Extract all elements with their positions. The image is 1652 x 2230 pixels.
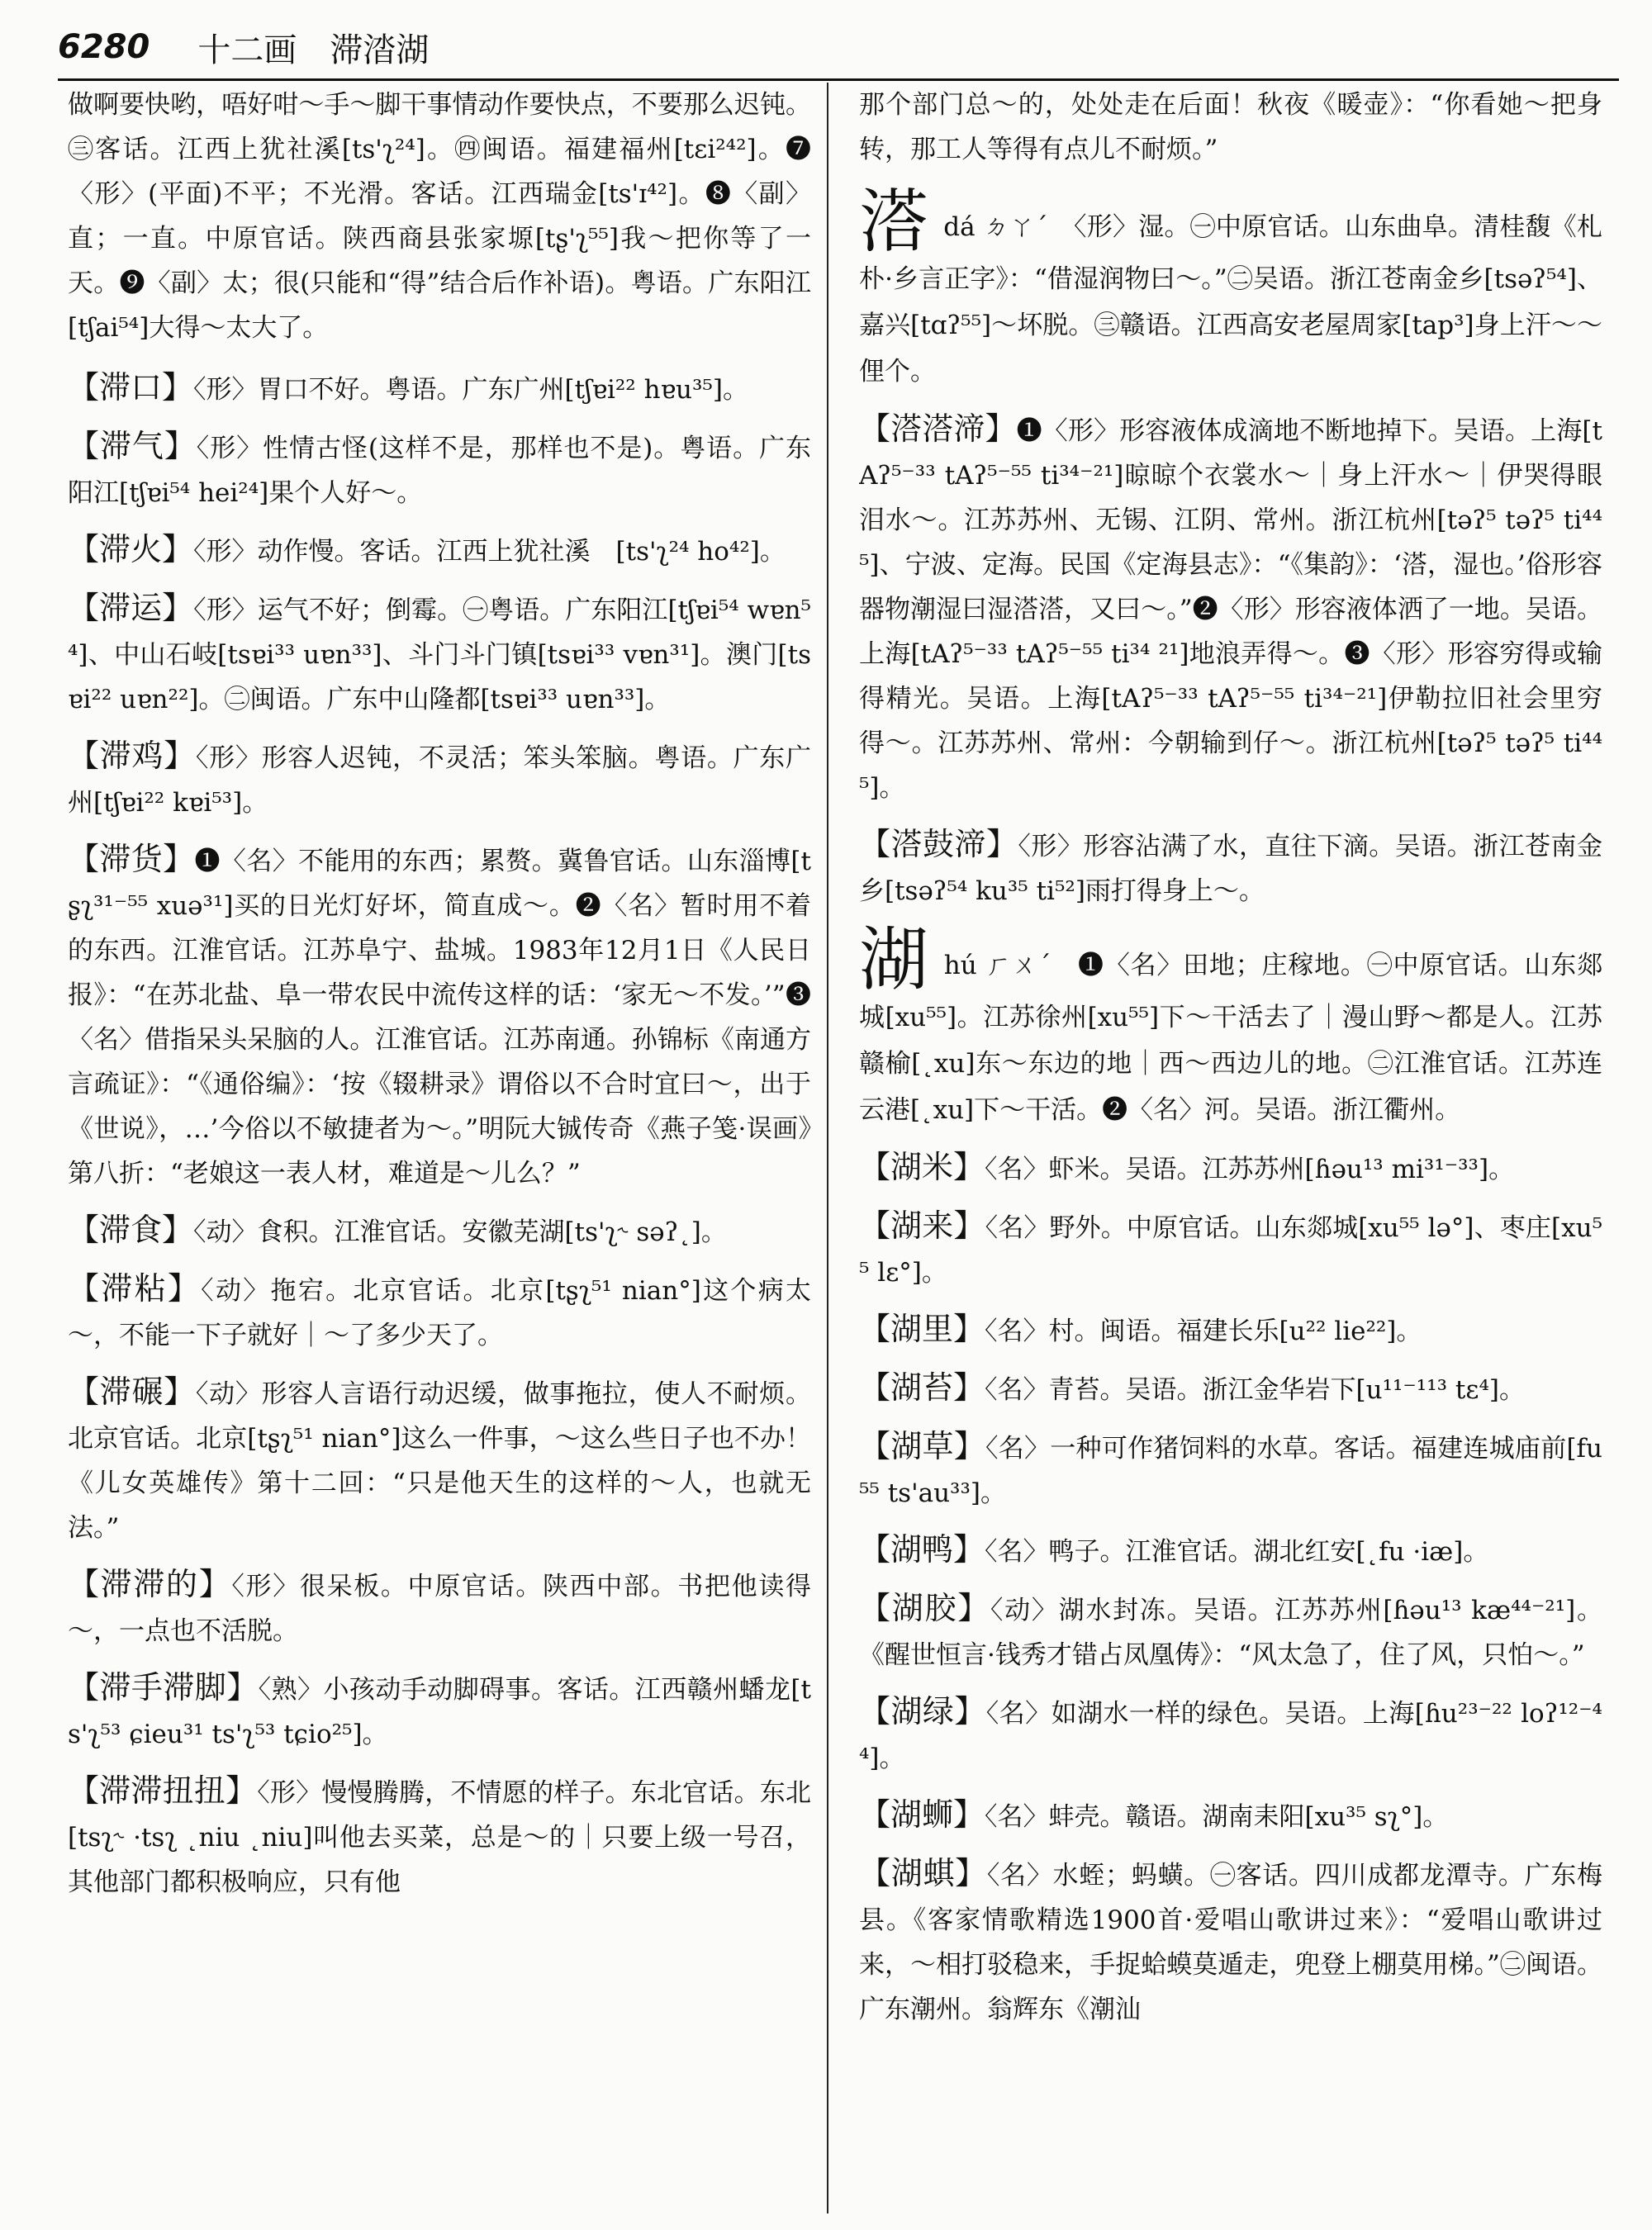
entry-headword: 【湖草】 [859, 1428, 986, 1464]
entry-headword: 【溚鼓渧】 [859, 826, 1018, 862]
entry-text: 做啊要快哟，唔好咁～手～脚干事情动作要快点，不要那么迟钝。㊂客话。江西上犹社溪[ts'ʅ²⁴]。㊃闽语。福建福州[tɛi²⁴²]。❼〈形〉(平面)不平；不光滑。客话。江西瑞金[ts'ɪ⁴²]。❽〈副〉直；一直。中原官话。陕西商县张家塬[tʂ'ʅ⁵⁵]我～把你等了一天。❾〈副〉太；很(只能和“得”结合后作补语)。粤语。广东阳江[tʃai⁵⁴]大得～太大了。 [68, 90, 811, 343]
right-column [859, 83, 1602, 2222]
entry [859, 1527, 1602, 1574]
entry-headword: 【湖绿】 [859, 1693, 986, 1729]
entry-text: 〈名〉野外。中原官话。山东郯城[xu⁵⁵ lə°]、枣庄[xu⁵⁵ lɛ°]。 [859, 1213, 1602, 1288]
entry-text: 〈名〉青苔。吴语。浙江金华岩下[u¹¹⁻¹¹³ tɛ⁴]。 [985, 1375, 1525, 1405]
entry [68, 1266, 811, 1358]
entry-text: 〈形〉运气不好；倒霉。㊀粤语。广东阳江[tʃɐi⁵⁴ wɐn⁵⁴]、中山石岐[tsɐi³³ uɐn³³]、斗门斗门镇[tsɐi³³ vɐn³¹]。澳门[tsɐi²² uɐn²²]。㊁闽语。广东中山隆都[tsɐi³³ uɐn³³]。 [68, 595, 811, 714]
entry-text: 那个部门总～的，处处走在后面！秋夜《暖壶》：“你看她～把身转，那工人等得有点儿不耐烦。” [859, 90, 1602, 164]
entry [68, 733, 811, 825]
entry [859, 1145, 1602, 1192]
page-number: 6280 [58, 28, 150, 66]
entry-headword: 【湖蛳】 [859, 1796, 985, 1833]
entry-headword: 【滞粘】 [68, 1270, 202, 1307]
entry-text: 〈形〉动作慢。客话。江西上犹社溪 [ts'ʅ²⁴ ho⁴²]。 [193, 537, 786, 567]
entry-text: 〈形〉很呆板。中原官话。陕西中部。书把他读得～，一点也不活脱。 [68, 1572, 811, 1646]
entry-text: 〈名〉虾米。吴语。江苏苏州[ɦəu¹³ mi³¹⁻³³]。 [985, 1155, 1515, 1184]
main-entry [859, 919, 1602, 1133]
entry-headword: 【湖苔】 [859, 1369, 985, 1406]
column-divider [827, 83, 828, 2213]
entry [68, 424, 811, 515]
entry [68, 1208, 811, 1255]
entry [68, 527, 811, 574]
entry-headword: 【湖蜞】 [859, 1855, 987, 1891]
entry [859, 1689, 1602, 1781]
entry [859, 1792, 1602, 1839]
entry-headword: 【滞气】 [68, 428, 197, 464]
entry-text: ❶〈名〉田地；庄稼地。㊀中原官话。山东郯城[xu⁵⁵]。江苏徐州[xu⁵⁵]下～干活去了｜漫山野～都是人。江苏赣榆[˛xu]东～东边的地｜西～西边儿的地。㊁江淮官话。江苏连云港[˛xu]下～干活。❷〈名〉河。吴语。浙江衢州。 [859, 951, 1602, 1125]
entry-text: 〈动〉食积。江淮官话。安徽芜湖[ts'ʅ˞ səʔ˛]。 [193, 1217, 727, 1247]
entry-headword: 【滞运】 [68, 590, 194, 626]
entry-headword: 【滞鸡】 [68, 738, 196, 774]
main-entry [859, 181, 1602, 395]
entry-text: 〈熟〉小孩动手动脚碍事。客话。江西赣州蟠龙[ts'ʅ⁵³ ɕieu³¹ ts'ʅ⁵³ tɕio²⁵]。 [68, 1675, 811, 1749]
entry-text: 〈名〉如湖水一样的绿色。吴语。上海[ɦu²³⁻²² loʔ¹²⁻⁴⁴]。 [859, 1699, 1602, 1773]
entry-text: 〈动〉拖宕。北京官话。北京[tʂʅ⁵¹ nian°]这个病太～，不能一下子就好｜～了多少天了。 [68, 1276, 811, 1350]
entry-text: 〈形〉形容沾满了水，直往下滴。吴语。浙江苍南金乡[tsəʔ⁵⁴ ku³⁵ ti⁵²]雨打得身上～。 [859, 832, 1602, 906]
entry-text: 〈名〉一种可作猪饲料的水草。客话。福建连城庙前[fu⁵⁵ ts'au³³]。 [859, 1434, 1602, 1508]
entry-headword: 【湖里】 [859, 1311, 985, 1347]
entry-text: 〈名〉鸭子。江淮官话。湖北红安[˛fu ·iæ]。 [985, 1537, 1489, 1567]
entry-pinyin: dá ㄉㄚˊ [943, 212, 1048, 242]
entry-text: 〈形〉胃口不好。粤语。广东广州[tʃɐi²² hɐu³⁵]。 [193, 375, 748, 405]
running-head: 十二画 滞涾湖 [197, 31, 430, 69]
entry-headword: 【滞火】 [68, 531, 194, 567]
entry [859, 406, 1602, 810]
entry [859, 1203, 1602, 1295]
entry-text: 〈名〉蚌壳。赣语。湖南耒阳[xu³⁵ sʅ°]。 [985, 1802, 1449, 1832]
entry [68, 586, 811, 722]
entry-text: 〈名〉水蛭；蚂蟥。㊀客话。四川成都龙潭寺。广东梅县。《客家情歌精选1900首·爱唱山歌讲过来》：“爱唱山歌讲过来，～相打驳稳来，手捉蛤蟆莫遁走，兜登上棚莫用梯。”㊁闽语。广东潮州。翁辉东《潮汕 [859, 1861, 1602, 2024]
entry [859, 1424, 1602, 1516]
main-headword: 湖 [859, 919, 929, 1000]
page-header [58, 18, 1619, 76]
entry-text: 〈动〉形容人言语行动迟缓，做事拖拉，使人不耐烦。北京官话。北京[tʂʅ⁵¹ nian°]这么一件事，～这么些日子也不办！《儿女英雄传》第十二回：“只是他天生的这样的～人，也就无法。” [68, 1379, 811, 1543]
entry-headword: 【滞手滞脚】 [68, 1669, 259, 1706]
entry-headword: 【滞滞扭扭】 [68, 1772, 258, 1809]
header-rule [58, 78, 1619, 81]
entry-headword: 【滞食】 [68, 1212, 194, 1248]
entry [859, 1586, 1602, 1677]
entry-headword: 【湖鸭】 [859, 1531, 985, 1568]
entry-text: ❶〈形〉形容液体成滴地不断地掉下。吴语。上海[tAʔ⁵⁻³³ tAʔ⁵⁻⁵⁵ ti³⁴⁻²¹]晾晾个衣裳水～｜身上汗水～｜伊哭得眼泪水～。江苏苏州、无锡、江阴、常州。浙江杭州[təʔ⁵ təʔ⁵ ti⁴⁴⁵]、宁波、定海。民国《定海县志》：“《集韵》：‘溚，湿也。’俗形容器物潮湿曰湿溚溚，又曰～。”❷〈形〉形容液体洒了一地。吴语。上海[tAʔ⁵⁻³³ tAʔ⁵⁻⁵⁵ ti³⁴ ²¹]地浪弄得～。❸〈形〉形容穷得或输得精光。吴语。上海[tAʔ⁵⁻³³ tAʔ⁵⁻⁵⁵ ti³⁴⁻²¹]伊勒拉旧社会里穷得～。江苏苏州、常州：今朝输到仔～。浙江杭州[təʔ⁵ təʔ⁵ ti⁴⁴⁵]。 [859, 416, 1602, 803]
left-column [68, 83, 811, 2222]
entry-pinyin: hú ㄏㄨˊ [943, 951, 1052, 980]
entry-text: 〈形〉性情古怪(这样不是，那样也不是)。粤语。广东阳江[tʃɐi⁵⁴ hei²⁴]果个人好～。 [68, 434, 811, 508]
entry-continuation [68, 83, 811, 350]
entry-text: ❶〈名〉不能用的东西；累赘。冀鲁官话。山东淄博[tʂʅ³¹⁻⁵⁵ xuə³¹]买的日光灯好坏，简直成～。❷〈名〉暂时用不着的东西。江淮官话。江苏阜宁、盐城。1983年12月1日《人民日报》：“在苏北盐、阜一带农民中流传这样的话：‘家无～不发。’”❸〈名〉借指呆头呆脑的人。江淮官话。江苏南通。孙锦标《南通方言疏证》：“《通俗编》：‘按《辍耕录》谓俗以不合时宜曰～，出于《世说》，…’今俗以不敏捷者为～。”明阮大铖传奇《燕子笺·误画》第八折：“老娘这一表人材，难道是～儿么？” [68, 847, 811, 1189]
entry-headword: 【滞货】 [68, 841, 195, 877]
entry-headword: 【滞碾】 [68, 1374, 196, 1410]
entry [68, 1369, 811, 1550]
entry-headword: 【滞口】 [68, 369, 194, 406]
entry [68, 837, 811, 1196]
entry [859, 1365, 1602, 1412]
entry [68, 1665, 811, 1757]
entry-continuation [859, 83, 1602, 172]
entry-text: 〈名〉村。闽语。福建长乐[u²² lie²²]。 [985, 1317, 1422, 1346]
entry-headword: 【湖来】 [859, 1208, 985, 1244]
entry [859, 1851, 1602, 2032]
entry-headword: 【滞滞的】 [68, 1566, 232, 1602]
entry-text: 〈动〉湖水封冻。吴语。江苏苏州[ɦəu¹³ kæ⁴⁴⁻²¹]。《醒世恒言·钱秀才错占凤凰俦》：“风太急了，住了风，只怕～。” [859, 1596, 1602, 1670]
entry-text: 〈形〉慢慢腾腾，不情愿的样子。东北官话。东北[tsʅ˞ ·tsʅ ˛niu ˛niu]叫他去买菜，总是～的｜只要上级一号召，其他部门都积极响应，只有他 [68, 1778, 811, 1897]
entry [68, 365, 811, 412]
entry-text: 〈形〉湿。㊀中原官话。山东曲阜。清桂馥《札朴·乡言正字》：“借湿润物曰～。”㊁吴语。浙江苍南金乡[tsəʔ⁵⁴]、嘉兴[tɑʔ⁵⁵]～坏脱。㊂赣语。江西高安老屋周家[tap³]身上汗～～俚个。 [859, 212, 1602, 387]
entry-text: 〈形〉形容人迟钝，不灵活；笨头笨脑。粤语。广东广州[tʃɐi²² kɐi⁵³]。 [68, 743, 811, 818]
entry-headword: 【溚溚渧】 [859, 410, 1017, 447]
entry [859, 822, 1602, 913]
entry [68, 1768, 811, 1905]
entry-headword: 【湖胶】 [859, 1590, 990, 1626]
entry [859, 1307, 1602, 1354]
entry-headword: 【湖米】 [859, 1149, 985, 1185]
entry [68, 1562, 811, 1654]
main-headword: 溚 [859, 181, 929, 262]
